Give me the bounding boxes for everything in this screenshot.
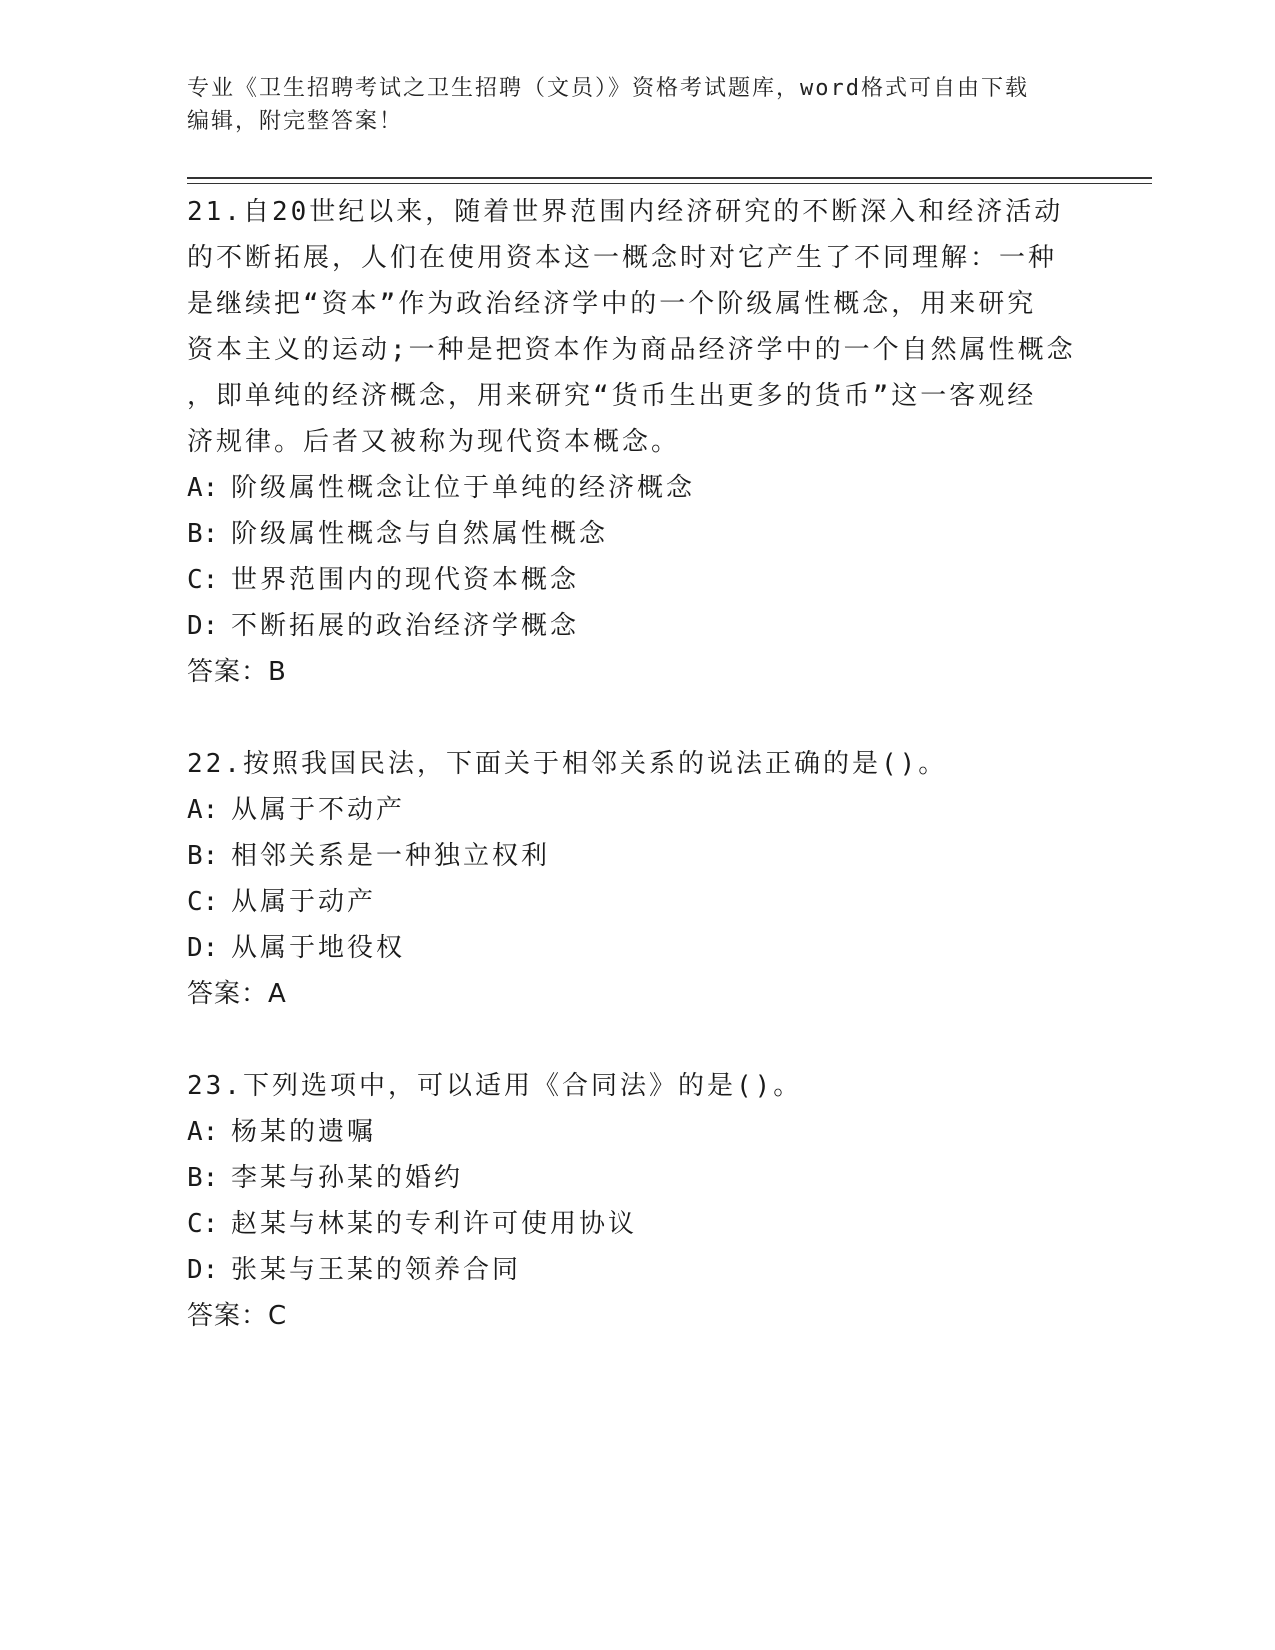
question-stem-line: 21.自20世纪以来，随着世界范围内经济研究的不断深入和经济活动 xyxy=(187,197,1064,227)
option-a xyxy=(187,787,1087,833)
option-key: B: xyxy=(187,1163,219,1193)
option-key: D: xyxy=(187,611,219,641)
option-b xyxy=(187,511,1087,557)
option-text: 李某与孙某的婚约 xyxy=(231,1163,464,1193)
option-c xyxy=(187,1201,1087,1247)
header-line-1: 专业《卫生招聘考试之卫生招聘（文员）》资格考试题库，word格式可自由下载 xyxy=(187,76,1029,101)
option-a xyxy=(187,1109,1087,1155)
option-key: B: xyxy=(187,841,219,871)
spacer xyxy=(187,695,1087,741)
option-text: 张某与王某的领养合同 xyxy=(231,1255,522,1285)
option-key: C: xyxy=(187,1209,219,1239)
option-text: 阶级属性概念让位于单纯的经济概念 xyxy=(231,473,696,503)
question-stem-line: 的不断拓展，人们在使用资本这一概念时对它产生了不同理解：一种 xyxy=(187,243,1058,273)
question-23 xyxy=(187,1063,1087,1339)
option-d xyxy=(187,925,1087,971)
option-text: 不断拓展的政治经济学概念 xyxy=(231,611,580,641)
option-text: 世界范围内的现代资本概念 xyxy=(231,565,580,595)
question-22 xyxy=(187,741,1087,1017)
option-d xyxy=(187,603,1087,649)
question-21 xyxy=(187,189,1087,695)
spacer xyxy=(187,1017,1087,1063)
option-key: A: xyxy=(187,1117,219,1147)
question-stem-line: 济规律。后者又被称为现代资本概念。 xyxy=(187,427,681,457)
answer: 答案：C xyxy=(187,1301,288,1331)
option-a xyxy=(187,465,1087,511)
option-key: B: xyxy=(187,519,219,549)
option-key: A: xyxy=(187,473,219,503)
option-c xyxy=(187,557,1087,603)
option-key: C: xyxy=(187,565,219,595)
option-b xyxy=(187,833,1087,879)
question-stem-line: ，即单纯的经济概念，用来研究“货币生出更多的货币”这一客观经 xyxy=(187,381,1037,411)
header-rule-thick xyxy=(187,177,1152,179)
option-key: C: xyxy=(187,887,219,917)
answer: 答案：A xyxy=(187,979,287,1009)
option-text: 阶级属性概念与自然属性概念 xyxy=(231,519,609,549)
answer: 答案：B xyxy=(187,657,287,687)
option-text: 从属于不动产 xyxy=(231,795,406,825)
option-text: 相邻关系是一种独立权利 xyxy=(231,841,551,871)
question-stem-line: 是继续把“资本”作为政治经济学中的一个阶级属性概念，用来研究 xyxy=(187,289,1037,319)
question-stem-line: 23.下列选项中，可以适用《合同法》的是()。 xyxy=(187,1071,803,1101)
option-text: 从属于动产 xyxy=(231,887,377,917)
option-c xyxy=(187,879,1087,925)
option-text: 杨某的遗嘱 xyxy=(231,1117,377,1147)
option-text: 赵某与林某的专利许可使用协议 xyxy=(231,1209,638,1239)
question-list xyxy=(187,189,1087,1339)
option-key: A: xyxy=(187,795,219,825)
header-line-2: 编辑，附完整答案！ xyxy=(187,109,404,134)
option-key: D: xyxy=(187,1255,219,1285)
question-stem-line: 22.按照我国民法，下面关于相邻关系的说法正确的是()。 xyxy=(187,749,948,779)
question-stem-line: 资本主义的运动;一种是把资本作为商品经济学中的一个自然属性概念 xyxy=(187,335,1076,365)
option-b xyxy=(187,1155,1087,1201)
header-rule-thin xyxy=(187,183,1152,184)
option-key: D: xyxy=(187,933,219,963)
document-header xyxy=(187,72,1087,138)
option-text: 从属于地役权 xyxy=(231,933,406,963)
option-d xyxy=(187,1247,1087,1293)
